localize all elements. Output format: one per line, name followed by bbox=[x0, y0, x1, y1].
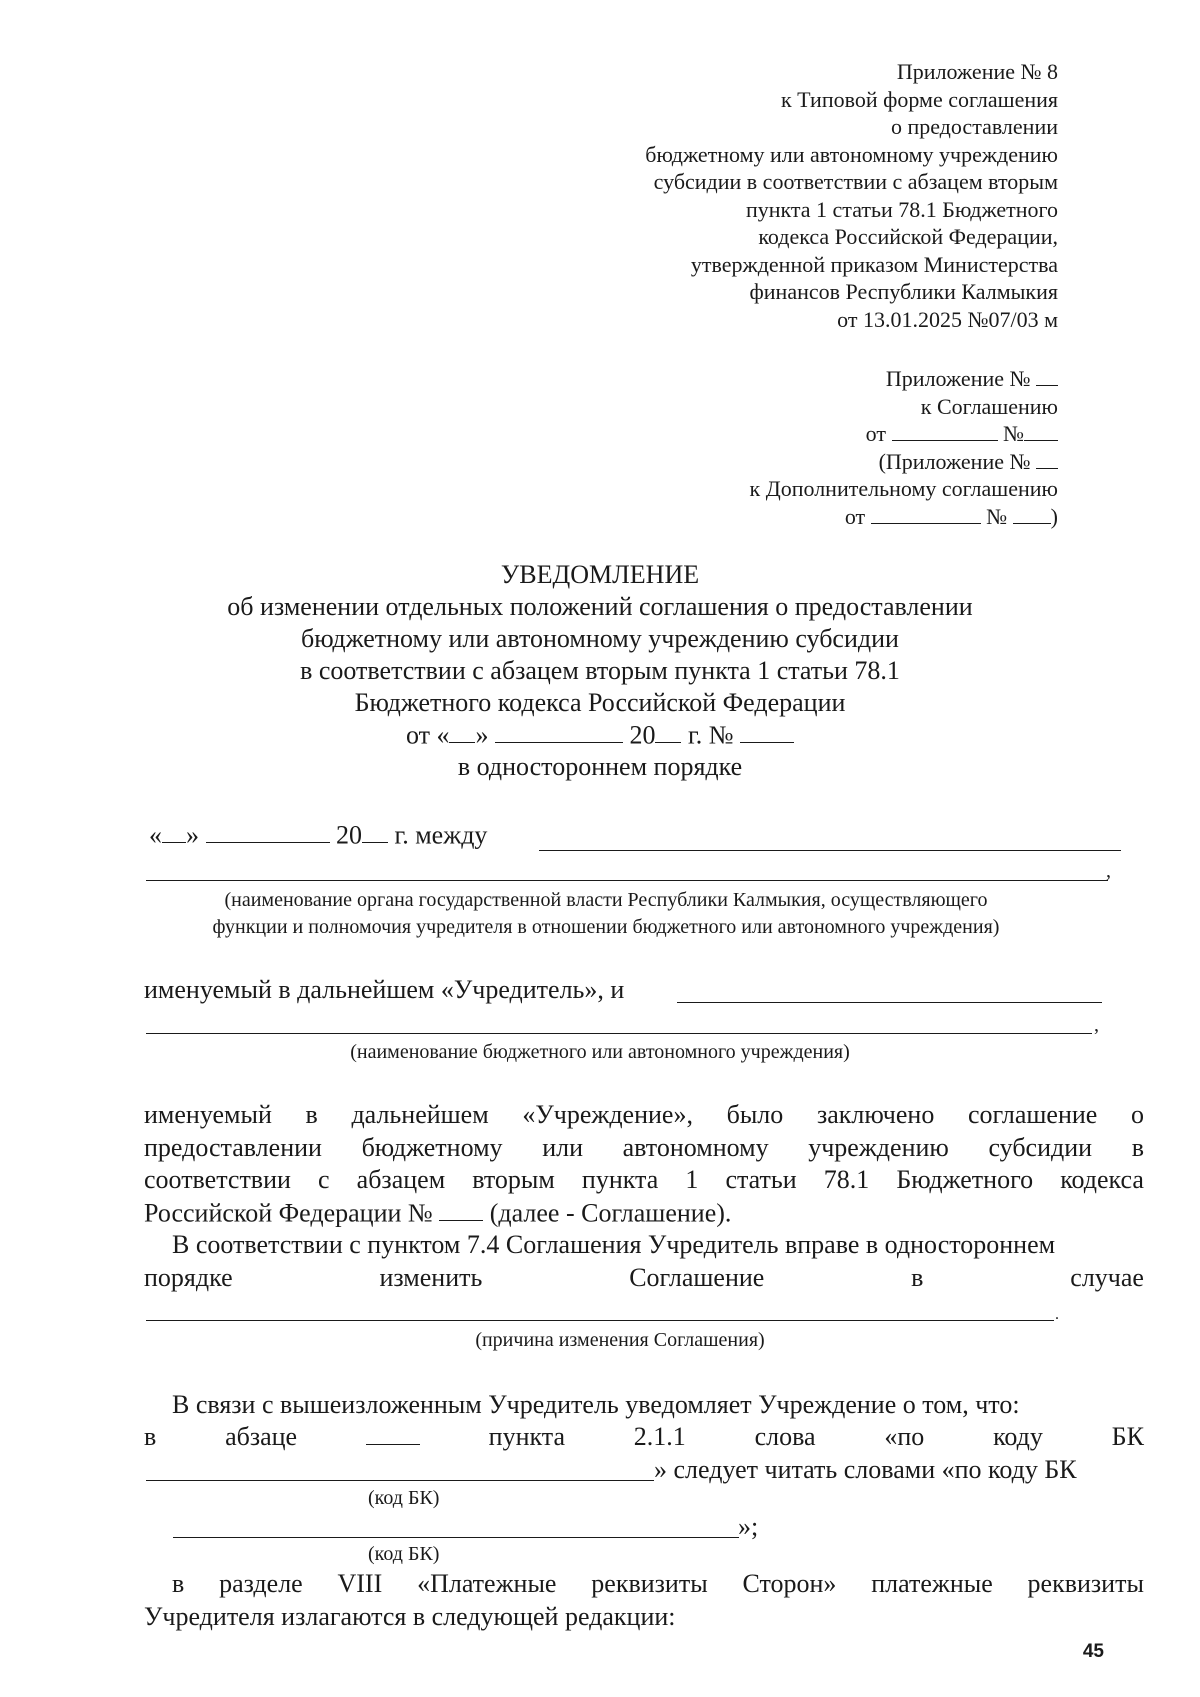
text-line: В соответствии с пунктом 7.4 Соглашения Учредитель вправе в одностороннем bbox=[172, 1230, 1056, 1259]
text-line: Учредителя излагаются в следующей редакции: bbox=[144, 1601, 676, 1631]
quote-close: » bbox=[475, 720, 489, 750]
word: реквизиты bbox=[591, 1569, 708, 1598]
title-heading: УВЕДОМЛЕНИЕ bbox=[500, 560, 700, 589]
number-label: № bbox=[986, 503, 1008, 529]
word: реквизиты bbox=[1027, 1569, 1144, 1598]
agreement-number-field[interactable] bbox=[439, 1197, 483, 1221]
word: абзацем bbox=[356, 1165, 446, 1194]
founder-caption: функции и полномочия учредителя в отношении бюджетного или автономного учреждения) bbox=[212, 916, 1000, 938]
word: дальнейшем bbox=[351, 1100, 489, 1129]
appendix-line: Приложение № 8 bbox=[896, 59, 1058, 84]
word: или bbox=[542, 1132, 583, 1162]
word: заключено bbox=[816, 1100, 935, 1129]
title-line: бюджетному или автономному учреждению субсидии bbox=[301, 624, 899, 653]
appendix-line: финансов Республики Калмыкия bbox=[749, 279, 1058, 304]
appendix-line: от 13.01.2025 №07/03 м bbox=[837, 306, 1058, 332]
reason-field[interactable] bbox=[146, 1320, 1054, 1321]
word: с bbox=[318, 1165, 330, 1194]
title-line: об изменении отдельных положений соглашения о предоставлении bbox=[227, 592, 973, 621]
supplementary-agreement-label: к Дополнительному соглашению bbox=[749, 476, 1058, 501]
year-prefix: 20 bbox=[336, 820, 362, 850]
title-line: в одностороннем порядке bbox=[457, 752, 743, 782]
code-caption: (код БК) bbox=[368, 1487, 440, 1509]
year-field[interactable] bbox=[655, 719, 681, 743]
month-field[interactable] bbox=[495, 719, 623, 743]
founder-name-field-2[interactable] bbox=[146, 880, 1108, 881]
appendix-line: бюджетному или автономному учреждению bbox=[645, 141, 1058, 167]
quote-close: » bbox=[186, 820, 199, 850]
reason-caption: (причина изменения Соглашения) bbox=[475, 1329, 765, 1351]
word: автономному bbox=[622, 1132, 769, 1162]
word: БК bbox=[1111, 1422, 1144, 1451]
word: разделе bbox=[219, 1569, 303, 1598]
word: в bbox=[1131, 1132, 1144, 1162]
paragraph-agreement bbox=[144, 1099, 1144, 1229]
founder-name-field[interactable] bbox=[539, 850, 1121, 851]
blank-field[interactable] bbox=[1024, 420, 1058, 441]
month-field[interactable] bbox=[206, 819, 330, 843]
named-founder-line: именуемый в дальнейшем «Учредитель», и bbox=[144, 975, 625, 1004]
word: кодекса bbox=[1060, 1165, 1144, 1194]
appendix-header bbox=[645, 58, 1058, 333]
blank-field[interactable] bbox=[1036, 365, 1058, 386]
word: коду bbox=[993, 1422, 1043, 1451]
appendix-line: субсидии в соответствии с абзацем вторым bbox=[653, 169, 1058, 194]
word: VIII bbox=[337, 1569, 383, 1598]
paragraph-right bbox=[144, 1229, 1144, 1294]
day-field[interactable] bbox=[449, 719, 475, 743]
year-prefix: 20 bbox=[629, 720, 656, 750]
day-field[interactable] bbox=[162, 819, 186, 843]
word: изменить bbox=[379, 1262, 483, 1292]
document-title bbox=[0, 559, 1200, 783]
page-number: 45 bbox=[1082, 1641, 1104, 1662]
word: вторым bbox=[472, 1165, 555, 1194]
notification-intro: В связи с вышеизложенным Учредитель уведомляет Учреждение о том, что: bbox=[172, 1390, 1020, 1419]
code-change-continuation: » следует читать словами «по коду БК bbox=[654, 1455, 1077, 1484]
institution-caption: (наименование бюджетного или автономного учреждения) bbox=[350, 1041, 850, 1063]
word: соответствии bbox=[144, 1165, 291, 1194]
appendix-number-label: Приложение № bbox=[885, 366, 1031, 391]
word: «Платежные bbox=[417, 1569, 557, 1598]
word: 78.1 bbox=[823, 1165, 870, 1194]
word: пункта bbox=[581, 1165, 659, 1194]
number-label: г. № bbox=[687, 720, 734, 750]
appendix-line: пункта 1 статьи 78.1 Бюджетного bbox=[745, 196, 1058, 222]
blank-field[interactable] bbox=[871, 503, 981, 524]
title-date-line bbox=[0, 719, 1200, 751]
word: в bbox=[911, 1262, 924, 1292]
appendix-line: кодекса Российской Федерации, bbox=[758, 224, 1058, 249]
code-change-line bbox=[144, 1421, 1144, 1454]
appendix-line: о предоставлении bbox=[890, 114, 1058, 139]
number-label: № bbox=[1003, 421, 1024, 446]
title-line: Бюджетного кодекса Российской Федерации bbox=[354, 688, 846, 717]
word: статьи bbox=[725, 1165, 797, 1194]
word: в bbox=[144, 1422, 157, 1451]
word: в bbox=[172, 1569, 185, 1598]
text: (далее - Соглашение). bbox=[489, 1197, 732, 1227]
word: было bbox=[726, 1100, 784, 1129]
founder-caption: (наименование органа государственной власти Республики Калмыкия, осуществляющего bbox=[224, 889, 988, 911]
number-field[interactable] bbox=[740, 719, 794, 743]
code-caption: (код БК) bbox=[368, 1543, 440, 1565]
word: бюджетному bbox=[361, 1132, 503, 1162]
blank-field[interactable] bbox=[892, 420, 998, 441]
word: 2.1.1 bbox=[633, 1422, 686, 1451]
institution-name-field-2[interactable] bbox=[146, 1033, 1092, 1034]
word: Сторон» bbox=[742, 1569, 837, 1598]
word: случае bbox=[1070, 1262, 1144, 1292]
to-agreement-label: к Соглашению bbox=[920, 393, 1058, 419]
word: Соглашение bbox=[629, 1262, 765, 1292]
word: о bbox=[1130, 1100, 1144, 1129]
old-code-field[interactable] bbox=[146, 1480, 654, 1481]
text: Российской Федерации № bbox=[144, 1197, 433, 1227]
comma: , bbox=[1106, 860, 1111, 882]
quote-open: « bbox=[149, 820, 162, 850]
new-code-field[interactable] bbox=[173, 1537, 739, 1538]
word: пункта bbox=[488, 1422, 566, 1451]
title-line: в соответствии с абзацем вторым пункта 1 статьи 78.1 bbox=[300, 656, 900, 685]
appendix-line: утвержденной приказом Министерства bbox=[690, 251, 1058, 277]
word: предоставлении bbox=[144, 1132, 322, 1162]
date-between-line bbox=[149, 819, 487, 851]
word: соглашение bbox=[967, 1100, 1098, 1129]
from-label: от bbox=[844, 503, 866, 529]
word: в bbox=[305, 1100, 318, 1129]
word: именуемый bbox=[144, 1100, 272, 1129]
word: 1 bbox=[685, 1165, 699, 1194]
appendix-line: к Типовой форме соглашения bbox=[780, 86, 1058, 112]
supplement-appendix-label: (Приложение № bbox=[878, 448, 1031, 474]
blank-field[interactable] bbox=[1036, 448, 1058, 469]
institution-name-field[interactable] bbox=[677, 1002, 1102, 1003]
paragraph-number-field[interactable] bbox=[366, 1421, 420, 1445]
from-label: от bbox=[865, 421, 886, 446]
blank-field[interactable] bbox=[1013, 503, 1051, 524]
paragraph-requisites bbox=[144, 1568, 1144, 1633]
period: . bbox=[1055, 1306, 1059, 1323]
closing-quote: »; bbox=[738, 1512, 759, 1541]
word: Бюджетного bbox=[896, 1165, 1034, 1194]
date-from-label: от « bbox=[405, 720, 450, 750]
word: слова bbox=[754, 1422, 816, 1451]
word: абзаце bbox=[225, 1422, 298, 1451]
between-label: г. между bbox=[394, 820, 488, 850]
agreement-appendix-block bbox=[750, 365, 1058, 530]
year-field[interactable] bbox=[362, 819, 388, 843]
word: «Учреждение», bbox=[522, 1100, 693, 1129]
word: «по bbox=[884, 1422, 925, 1451]
comma: , bbox=[1094, 1014, 1099, 1036]
word: платежные bbox=[871, 1569, 993, 1598]
close-paren: ) bbox=[1050, 503, 1058, 529]
word: порядке bbox=[144, 1262, 233, 1292]
word: субсидии bbox=[988, 1132, 1093, 1162]
word: учреждению bbox=[808, 1132, 949, 1162]
